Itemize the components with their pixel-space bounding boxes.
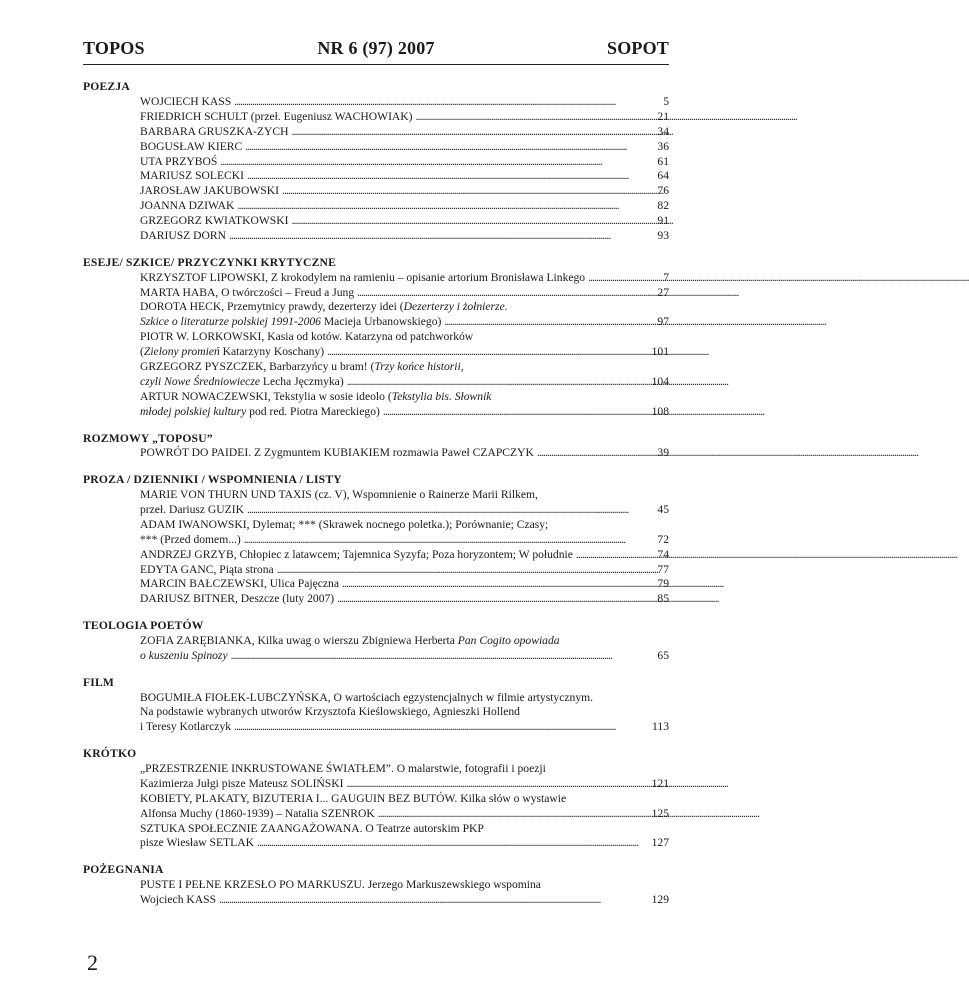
- entry-text: [140, 592, 334, 607]
- entry-text: [140, 563, 274, 578]
- text-segment: MARCIN BAŁCZEWSKI, Ulica Pajęczna: [140, 577, 339, 591]
- entry-text: [140, 720, 231, 735]
- page-reference: 79: [657, 577, 669, 591]
- toc-entry-line: [140, 878, 669, 893]
- toc-entry: [83, 330, 669, 360]
- toc-entry-line: [140, 777, 669, 792]
- text-segment: pisze Wiesław SETLAK: [140, 836, 254, 850]
- dot-leader: [343, 777, 651, 792]
- text-segment: UTA PRZYBOŚ: [140, 154, 218, 168]
- dot-leader: [244, 169, 657, 184]
- dot-leader: [228, 649, 658, 664]
- toc-entry-line: [140, 405, 669, 420]
- entry-text: [140, 199, 234, 214]
- toc-entry: [83, 184, 669, 199]
- toc-entry: [83, 125, 669, 140]
- toc-entry-line: [140, 792, 669, 807]
- dot-leader: [288, 125, 657, 140]
- text-segment: Katarzyny Koschany): [219, 345, 325, 359]
- toc-entry-line: [140, 822, 669, 837]
- dot-leader: [242, 140, 657, 155]
- entry-text: [140, 390, 491, 405]
- toc-entry-line: [140, 577, 669, 592]
- toc-entry-line: [140, 214, 669, 229]
- text-segment: Macieja Urbanowskiego): [320, 315, 442, 329]
- running-header: [83, 38, 669, 64]
- dot-leader: [441, 315, 657, 330]
- toc-entry: [83, 488, 669, 518]
- toc-entry-line: [140, 169, 669, 184]
- dot-leader: [375, 807, 652, 822]
- toc-entry: [83, 229, 669, 244]
- header-rule: [83, 64, 669, 65]
- dot-leader: [573, 548, 658, 563]
- dot-leader: [534, 446, 658, 461]
- dot-leader: [585, 271, 663, 286]
- text-segment: Wojciech KASS: [140, 892, 217, 906]
- toc-entry-line: [140, 503, 669, 518]
- italic-title-segment: Szkice o literaturze polskiej 1991-2006: [140, 315, 321, 329]
- text-segment: Kazimierza Jułgi pisze Mateusz SOLIŃSKI: [140, 776, 344, 790]
- toc-entry: [83, 286, 669, 301]
- page-reference: 65: [657, 648, 669, 662]
- entry-text: [140, 315, 441, 330]
- toc-entry-line: [140, 360, 669, 375]
- italic-title-segment: Zielony promień: [143, 345, 220, 359]
- toc-entry: [83, 390, 669, 420]
- toc-entry: [83, 592, 669, 607]
- toc-entry-line: [140, 199, 669, 214]
- entry-text: [140, 140, 242, 155]
- text-segment: SZTUKA SPOŁECZNIE ZAANGAŻOWANA. O Teatrze autorskim PKP: [140, 821, 484, 835]
- entry-text: [140, 634, 560, 649]
- toc-entry: [83, 634, 669, 664]
- text-segment: GRZEGORZ PYSZCZEK, Barbarzyńcy u bram! (: [140, 360, 375, 374]
- dot-leader: [279, 184, 657, 199]
- header-journal-name: TOPOS: [83, 38, 145, 58]
- dot-leader: [339, 577, 657, 592]
- text-segment: ADAM IWANOWSKI, Dylemat; *** (Skrawek nocnego poletka.); Porównanie; Czasy;: [140, 517, 549, 531]
- dot-leader: [288, 214, 657, 229]
- entry-text: [140, 503, 244, 518]
- entry-text: [140, 286, 354, 301]
- page-reference: 39: [657, 446, 669, 460]
- page-reference: 129: [651, 892, 669, 906]
- toc-entry-line: [140, 229, 669, 244]
- text-segment: MARTA HABA, O twórczości – Freud a Jung: [140, 285, 355, 299]
- entry-text: [140, 229, 226, 244]
- toc-entry-line: [140, 836, 669, 851]
- text-segment: PIOTR W. LORKOWSKI, Kasia od kotów. Katarzyna od patchworków: [140, 330, 474, 344]
- section-title: TEOLOGIA POETÓW: [83, 619, 204, 633]
- toc-entry-line: [140, 271, 669, 286]
- page-reference: 93: [657, 229, 669, 243]
- dot-leader: [324, 345, 652, 360]
- toc-entry-line: [140, 110, 669, 125]
- text-segment: (: [140, 345, 144, 359]
- page-reference: 45: [657, 502, 669, 516]
- page-reference: 85: [657, 592, 669, 606]
- dot-leader: [231, 95, 663, 110]
- toc-entry: [83, 95, 669, 110]
- text-segment: WOJCIECH KASS: [140, 94, 232, 108]
- text-segment: KOBIETY, PLAKATY, BIZUTERIA I... GAUGUIN BEZ BUTÓW. Kilka słów o wystawie: [140, 791, 567, 805]
- toc-entry-line: [140, 95, 669, 110]
- page-reference: 125: [651, 806, 669, 820]
- text-segment: DARIUSZ DORN: [140, 229, 226, 243]
- dot-leader: [241, 533, 658, 548]
- page-reference: 64: [657, 169, 669, 183]
- page-reference: 36: [657, 139, 669, 153]
- page-reference: 7: [663, 270, 669, 284]
- entry-text: [140, 649, 228, 664]
- toc-entry: [83, 360, 669, 390]
- toc-entry: [83, 169, 669, 184]
- dot-leader: [217, 155, 657, 170]
- toc-entry-line: [140, 330, 669, 345]
- toc-entry-line: [140, 140, 669, 155]
- toc-entry-line: [140, 649, 669, 664]
- toc-entry-line: [140, 720, 669, 735]
- italic-title-segment: o kuszeniu Spinozy: [140, 648, 228, 662]
- dot-leader: [380, 405, 652, 420]
- text-segment: Na podstawie wybranych utworów Krzysztofa Kieślowskiego, Agnieszki Hollend: [140, 705, 520, 719]
- page-reference: 113: [652, 720, 669, 734]
- page-reference: 74: [657, 547, 669, 561]
- toc-entry: [83, 271, 669, 286]
- text-segment: EDYTA GANC, Piąta strona: [140, 562, 274, 576]
- toc-entry: [83, 300, 669, 330]
- entry-text: [140, 446, 534, 461]
- toc-section: [83, 432, 669, 462]
- toc-entry: [83, 518, 669, 548]
- page-reference: 101: [651, 345, 669, 359]
- toc-entry-line: [140, 762, 669, 777]
- toc-entry-line: [140, 315, 669, 330]
- toc-entry: [83, 199, 669, 214]
- section-title: POŻEGNANIA: [83, 863, 164, 877]
- header-city: SOPOT: [606, 38, 669, 58]
- toc-entry: [83, 577, 669, 592]
- entry-text: [140, 762, 546, 777]
- entry-text: [140, 533, 241, 548]
- entry-text: [140, 705, 520, 720]
- toc-entry-line: [140, 345, 669, 360]
- entry-text: [140, 488, 538, 503]
- text-segment: MARIUSZ SOLECKI: [140, 169, 245, 183]
- toc-entry: [83, 214, 669, 229]
- text-segment: *** (Przed domem...): [140, 532, 241, 546]
- toc-entry-line: [140, 634, 669, 649]
- toc-entry-line: [140, 548, 669, 563]
- section-title: KRÓTKO: [83, 747, 137, 761]
- toc-entry: [83, 110, 669, 125]
- dot-leader: [231, 720, 652, 735]
- page-reference: 72: [657, 532, 669, 546]
- page-reference: 108: [651, 404, 669, 418]
- toc-entry-line: [140, 893, 669, 908]
- text-segment: ZOFIA ZARĘBIANKA, Kilka uwag o wierszu Zbigniewa Herberta: [140, 634, 458, 647]
- toc-entry-line: [140, 446, 669, 461]
- text-segment: ARTUR NOWACZEWSKI, Tekstylia w sosie ideolo (: [140, 389, 392, 403]
- page-reference: 76: [657, 184, 669, 198]
- text-segment: FRIEDRICH SCHULT (przeł. Eugeniusz WACHOWIAK): [140, 109, 413, 123]
- entry-text: [140, 691, 593, 706]
- toc-section: [83, 80, 669, 244]
- text-segment: JOANNA DZIWAK: [140, 199, 235, 213]
- entry-text: [140, 214, 288, 229]
- toc-entry-line: [140, 488, 669, 503]
- toc-section: [83, 619, 669, 664]
- toc-entry: [83, 878, 669, 908]
- toc-section: [83, 256, 669, 420]
- text-segment: i Teresy Kotlarczyk: [140, 720, 232, 734]
- text-segment: PUSTE I PEŁNE KRZESŁO PO MARKUSZU. Jerzego Markuszewskiego wspomina: [140, 878, 541, 892]
- italic-title-segment: czyli Nowe Średniowiecze: [140, 375, 260, 389]
- entry-text: [140, 110, 413, 125]
- section-title: ESEJE/ SZKICE/ PRZYCZYNKI KRYTYCZNE: [83, 255, 337, 269]
- text-segment: przeł. Dariusz GUZIK: [140, 502, 244, 516]
- entry-text: [140, 878, 541, 893]
- toc-entry-line: [140, 300, 669, 315]
- dot-leader: [216, 893, 652, 908]
- text-segment: MARIE VON THURN UND TAXIS (cz. V), Wspomnienie o Rainerze Marii Rilkem,: [140, 488, 538, 502]
- page-reference: 27: [657, 285, 669, 299]
- section-title: ROZMOWY „TOPOSU”: [83, 431, 213, 445]
- toc-entry: [83, 822, 669, 852]
- entry-text: [140, 807, 375, 822]
- section-title: FILM: [83, 675, 115, 689]
- text-segment: pod red. Piotra Mareckiego): [246, 404, 380, 418]
- section-title: POEZJA: [83, 80, 130, 93]
- italic-title-segment: Trzy końce historii,: [374, 360, 464, 374]
- entry-text: [140, 822, 484, 837]
- text-segment: DOROTA HECK, Przemytnicy prawdy, dezerterzy idei (: [140, 300, 404, 314]
- entry-text: [140, 548, 573, 563]
- toc-section: [83, 863, 669, 908]
- toc-entry-line: [140, 390, 669, 405]
- page-reference: 77: [657, 562, 669, 576]
- entry-text: [140, 777, 343, 792]
- page-reference: 127: [651, 836, 669, 850]
- dot-leader: [334, 592, 657, 607]
- toc-entry-line: [140, 705, 669, 720]
- italic-title-segment: Pan Cogito opowiada: [457, 634, 560, 647]
- toc-entry-line: [140, 592, 669, 607]
- entry-text: [140, 155, 217, 170]
- toc-entry-line: [140, 125, 669, 140]
- toc-entry: [83, 762, 669, 792]
- header-issue-number: NR 6 (97) 2007: [317, 38, 435, 58]
- page-reference: 5: [663, 94, 669, 108]
- text-segment: POWRÓT DO PAIDEI. Z Zygmuntem KUBIAKIEM rozmawia Paweł CZAPCZYK: [140, 446, 534, 460]
- toc-entry: [83, 140, 669, 155]
- page-reference: 82: [657, 199, 669, 213]
- text-segment: „PRZESTRZENIE INKRUSTOWANE ŚWIATŁEM”. O malarstwie, fotografii i poezji: [140, 761, 546, 775]
- page-reference: 61: [657, 154, 669, 168]
- toc-entry: [83, 446, 669, 461]
- page-reference: 34: [657, 124, 669, 138]
- dot-leader: [234, 199, 657, 214]
- section-title: PROZA / DZIENNIKI / WSPOMNIENIA / LISTY: [83, 473, 342, 487]
- text-segment: Alfonsa Muchy (1860-1939) – Natalia SZENROK: [140, 806, 375, 820]
- text-segment: BOGUMIŁA FIOŁEK-LUBCZYŃSKA, O wartościach egzystencjalnych w filmie artystycznym.: [140, 690, 594, 704]
- page-reference: 21: [657, 109, 669, 123]
- text-segment: DARIUSZ BITNER, Deszcze (luty 2007): [140, 592, 335, 606]
- entry-text: [140, 792, 566, 807]
- page-reference: 91: [657, 214, 669, 228]
- toc-entry-line: [140, 807, 669, 822]
- toc-entry-line: [140, 691, 669, 706]
- toc-entry: [83, 563, 669, 578]
- toc-section: [83, 473, 669, 607]
- dot-leader: [244, 503, 657, 518]
- text-segment: ANDRZEJ GRZYB, Chłopiec z latawcem; Tajemnica Syzyfa; Poza horyzontem; W południe: [140, 547, 573, 561]
- toc-entry-line: [140, 184, 669, 199]
- dot-leader: [344, 375, 652, 390]
- toc-entry-line: [140, 518, 669, 533]
- text-segment: KRZYSZTOF LIPOWSKI, Z krokodylem na ramieniu – opisanie artorium Bronisława Linkego: [140, 270, 586, 284]
- entry-text: [140, 169, 244, 184]
- toc-entry-line: [140, 286, 669, 301]
- italic-title-segment: młodej polskiej kultury: [140, 404, 247, 418]
- entry-text: [140, 95, 231, 110]
- toc-section: [83, 747, 669, 851]
- toc-section: [83, 676, 669, 736]
- dot-leader: [254, 836, 652, 851]
- dot-leader: [354, 286, 657, 301]
- text-segment: BOGUSŁAW KIERC: [140, 139, 243, 153]
- toc-entry-line: [140, 563, 669, 578]
- entry-text: [140, 360, 464, 375]
- entry-text: [140, 577, 339, 592]
- entry-text: [140, 125, 288, 140]
- entry-text: [140, 345, 324, 360]
- dot-leader: [226, 229, 657, 244]
- italic-title-segment: Tekstylia bis. Słownik: [391, 389, 492, 403]
- italic-title-segment: Dezerterzy i żołnierze.: [403, 300, 508, 314]
- entry-text: [140, 375, 344, 390]
- entry-text: [140, 300, 508, 315]
- text-segment: BARBARA GRUSZKA-ZYCH: [140, 124, 289, 138]
- entry-text: [140, 405, 380, 420]
- entry-text: [140, 184, 279, 199]
- entry-text: [140, 836, 254, 851]
- toc-entry-line: [140, 533, 669, 548]
- page-reference: 97: [657, 315, 669, 329]
- page-reference: 121: [651, 776, 669, 790]
- table-of-contents: [83, 80, 669, 920]
- text-segment: GRZEGORZ KWIATKOWSKI: [140, 214, 289, 228]
- toc-entry-line: [140, 375, 669, 390]
- text-segment: Lecha Jęczmyka): [260, 375, 344, 389]
- page-reference: 104: [651, 375, 669, 389]
- entry-text: [140, 518, 548, 533]
- dot-leader: [413, 110, 658, 125]
- page-number: 2: [87, 950, 98, 975]
- entry-text: [140, 330, 473, 345]
- toc-entry: [83, 155, 669, 170]
- entry-text: [140, 893, 216, 908]
- entry-text: [140, 271, 585, 286]
- dot-leader: [274, 563, 658, 578]
- text-segment: JAROSŁAW JAKUBOWSKI: [140, 184, 279, 198]
- toc-entry: [83, 548, 669, 563]
- toc-entry: [83, 792, 669, 822]
- toc-entry-line: [140, 155, 669, 170]
- toc-entry: [83, 691, 669, 736]
